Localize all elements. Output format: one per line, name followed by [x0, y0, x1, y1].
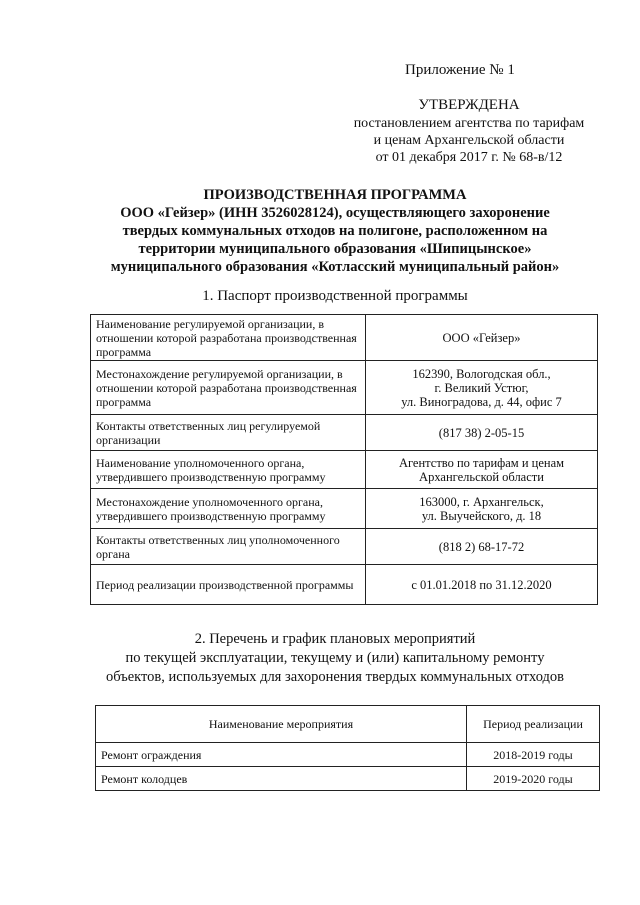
approved-line-2: и ценам Архангельской области — [373, 133, 565, 148]
passport-value-cell — [366, 415, 598, 451]
passport-value-line: г. Великий Устюг, — [434, 380, 529, 395]
title-line-5: муниципального образования «Котласский муниципальный район» — [110, 259, 560, 275]
activities-table — [95, 705, 600, 791]
passport-value-line: Архангельской области — [419, 469, 544, 484]
section-1-heading: 1. Паспорт производственной программы — [202, 288, 468, 304]
section-2-heading — [70, 630, 600, 687]
approved-line-1: постановлением агентства по тарифам — [353, 116, 585, 131]
passport-value-line: ул. Виноградова, д. 44, офис 7 — [401, 394, 562, 409]
activity-name-cell: Ремонт колодцев — [96, 767, 467, 791]
section-2-heading-line-3: объектов, используемых для захоронения твердых коммунальных отходов — [105, 669, 565, 685]
activity-period-cell: 2019-2020 годы — [467, 767, 600, 791]
column-header-period: Период реализации — [467, 706, 600, 743]
table-row — [91, 529, 598, 565]
appendix-label: Приложение № 1 — [405, 62, 515, 78]
activity-name-cell: Ремонт ограждения — [96, 743, 467, 767]
passport-value-cell — [366, 565, 598, 605]
column-header-name: Наименование мероприятия — [96, 706, 467, 743]
passport-value-line: Агентство по тарифам и ценам — [398, 455, 565, 470]
table-row — [91, 361, 598, 415]
table-row — [91, 451, 598, 489]
document-title — [70, 186, 600, 276]
passport-label-cell: Наименование регулируемой организации, в отношении которой разработана производственная программа — [91, 315, 366, 361]
passport-label-cell: Контакты ответственных лиц регулируемой организации — [91, 415, 366, 451]
passport-value-cell — [366, 361, 598, 415]
passport-label-cell: Местонахождение уполномоченного органа, утвердившего производственную программу — [91, 489, 366, 529]
approval-block — [340, 97, 598, 166]
title-line-2: ООО «Гейзер» (ИНН 3526028124), осуществляющего захоронение — [120, 205, 550, 221]
passport-value-cell — [366, 489, 598, 529]
passport-label-cell: Период реализации производственной программы — [91, 565, 366, 605]
passport-value-line: 163000, г. Архангельск, — [419, 494, 544, 509]
table-header-row — [96, 706, 600, 743]
approved-line-3: от 01 декабря 2017 г. № 68-в/12 — [375, 150, 563, 165]
passport-table — [90, 314, 598, 605]
passport-value-cell — [366, 451, 598, 489]
passport-value-cell — [366, 529, 598, 565]
section-2-heading-line-2: по текущей эксплуатации, текущему и (или) капитальному ремонту — [125, 650, 545, 666]
passport-value-line: (818 2) 68-17-72 — [438, 539, 525, 554]
table-row — [91, 489, 598, 529]
title-line-1: ПРОИЗВОДСТВЕННАЯ ПРОГРАММА — [203, 187, 467, 203]
activity-period-cell: 2018-2019 годы — [467, 743, 600, 767]
passport-label-cell: Контакты ответственных лиц уполномоченного органа — [91, 529, 366, 565]
passport-value-line: 162390, Вологодская обл., — [412, 366, 551, 381]
passport-value-line: с 01.01.2018 по 31.12.2020 — [411, 577, 552, 592]
table-row — [91, 315, 598, 361]
approved-heading: УТВЕРЖДЕНА — [418, 97, 520, 113]
table-row — [91, 565, 598, 605]
passport-value-line: ул. Выучейского, д. 18 — [421, 508, 542, 523]
passport-label-cell: Наименование уполномоченного органа, утвердившего производственную программу — [91, 451, 366, 489]
passport-value-line: (817 38) 2-05-15 — [438, 425, 525, 440]
passport-value-cell — [366, 315, 598, 361]
table-row — [96, 767, 600, 791]
table-row — [91, 415, 598, 451]
passport-label-cell: Местонахождение регулируемой организации, в отношении которой разработана производственная программа — [91, 361, 366, 415]
title-line-3: твердых коммунальных отходов на полигоне, расположенном на — [122, 223, 548, 239]
table-row — [96, 743, 600, 767]
passport-value-line: ООО «Гейзер» — [442, 330, 521, 345]
section-2-heading-line-1: 2. Перечень и график плановых мероприятий — [194, 631, 476, 647]
title-line-4: территории муниципального образования «Шипицынское» — [138, 241, 532, 257]
